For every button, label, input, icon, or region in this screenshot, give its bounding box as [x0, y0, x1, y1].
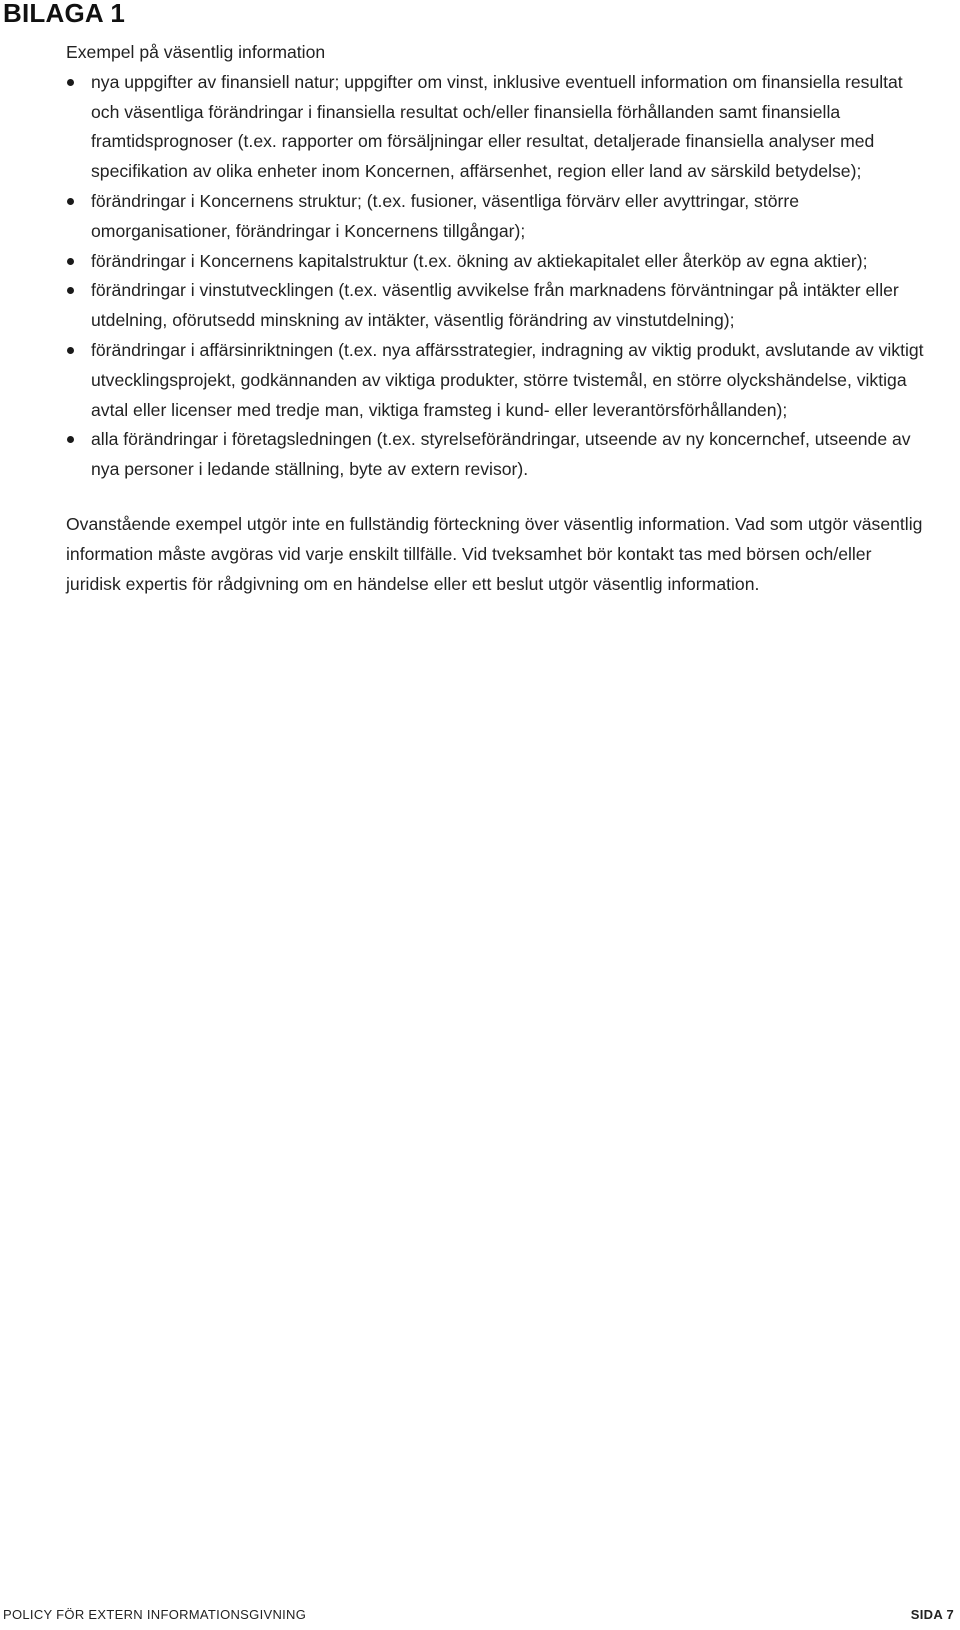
list-item: [66, 336, 928, 425]
list-item: [66, 276, 928, 336]
bullet-list: [66, 68, 928, 485]
list-item-text: förändringar i vinstutvecklingen (t.ex. väsentlig avvikelse från marknadens förväntningar på intäkter eller utdelning, oförutsedd minskning av intäkter, väsentlig förändring av vinstutdelning);: [91, 280, 899, 331]
document-body: [66, 38, 928, 599]
bullet-icon: [67, 258, 74, 265]
list-item-text: förändringar i Koncernens kapitalstruktur (t.ex. ökning av aktiekapitalet eller återköp av egna aktier);: [91, 250, 868, 271]
footer-page-number: SIDA 7: [910, 1607, 954, 1622]
list-item: [66, 68, 928, 187]
bullet-icon: [67, 436, 74, 443]
list-item-text: förändringar i Koncernens struktur; (t.ex. fusioner, väsentliga förvärv eller avyttringar, större omorganisationer, förändringar i Koncernens tillgångar);: [91, 190, 799, 241]
list-item: [66, 187, 928, 247]
page-title: BILAGA 1: [3, 0, 125, 28]
bullet-icon: [67, 198, 74, 205]
list-item-text: förändringar i affärsinriktningen (t.ex. nya affärsstrategier, indragning av viktig produkt, avslutande av viktigt utvecklingsprojekt, godkännanden av viktiga produkter, större tvistemål, en större olyckshändelse, viktiga avtal eller licenser med tredje man, viktiga framsteg i kund- eller leverantörsförhållanden);: [91, 339, 924, 420]
bullet-icon: [67, 347, 74, 354]
closing-paragraph: Ovanstående exempel utgör inte en fullständig förteckning över väsentlig information. Vad som utgör väsentlig information måste avgöras vid varje enskilt tillfälle. Vid tveksamhet bör kontakt tas med börsen och/eller juridisk expertis för rådgivning om en händelse eller ett beslut utgör väsentlig information.: [66, 513, 923, 594]
section-heading: Exempel på väsentlig information: [66, 42, 326, 62]
list-item-text: nya uppgifter av finansiell natur; uppgifter om vinst, inklusive eventuell information om finansiella resultat och väsentliga förändringar i finansiella resultat och/eller finansiella förhållanden samt finansiella framtidsprognoser (t.ex. rapporter om försäljningar eller resultat, detaljerade finansiella analyser med specifikation av olika enheter inom Koncernen, affärsenhet, region eller land av särskild betydelse);: [91, 71, 903, 182]
list-item: [66, 247, 928, 277]
footer-document-title: POLICY FÖR EXTERN INFORMATIONSGIVNING: [3, 1607, 307, 1622]
bullet-icon: [67, 287, 74, 294]
list-item-text: alla förändringar i företagsledningen (t.ex. styrelseförändringar, utseende av ny koncernchef, utseende av nya personer i ledande ställning, byte av extern revisor).: [91, 429, 911, 480]
list-item: [66, 425, 928, 485]
bullet-icon: [67, 79, 74, 86]
